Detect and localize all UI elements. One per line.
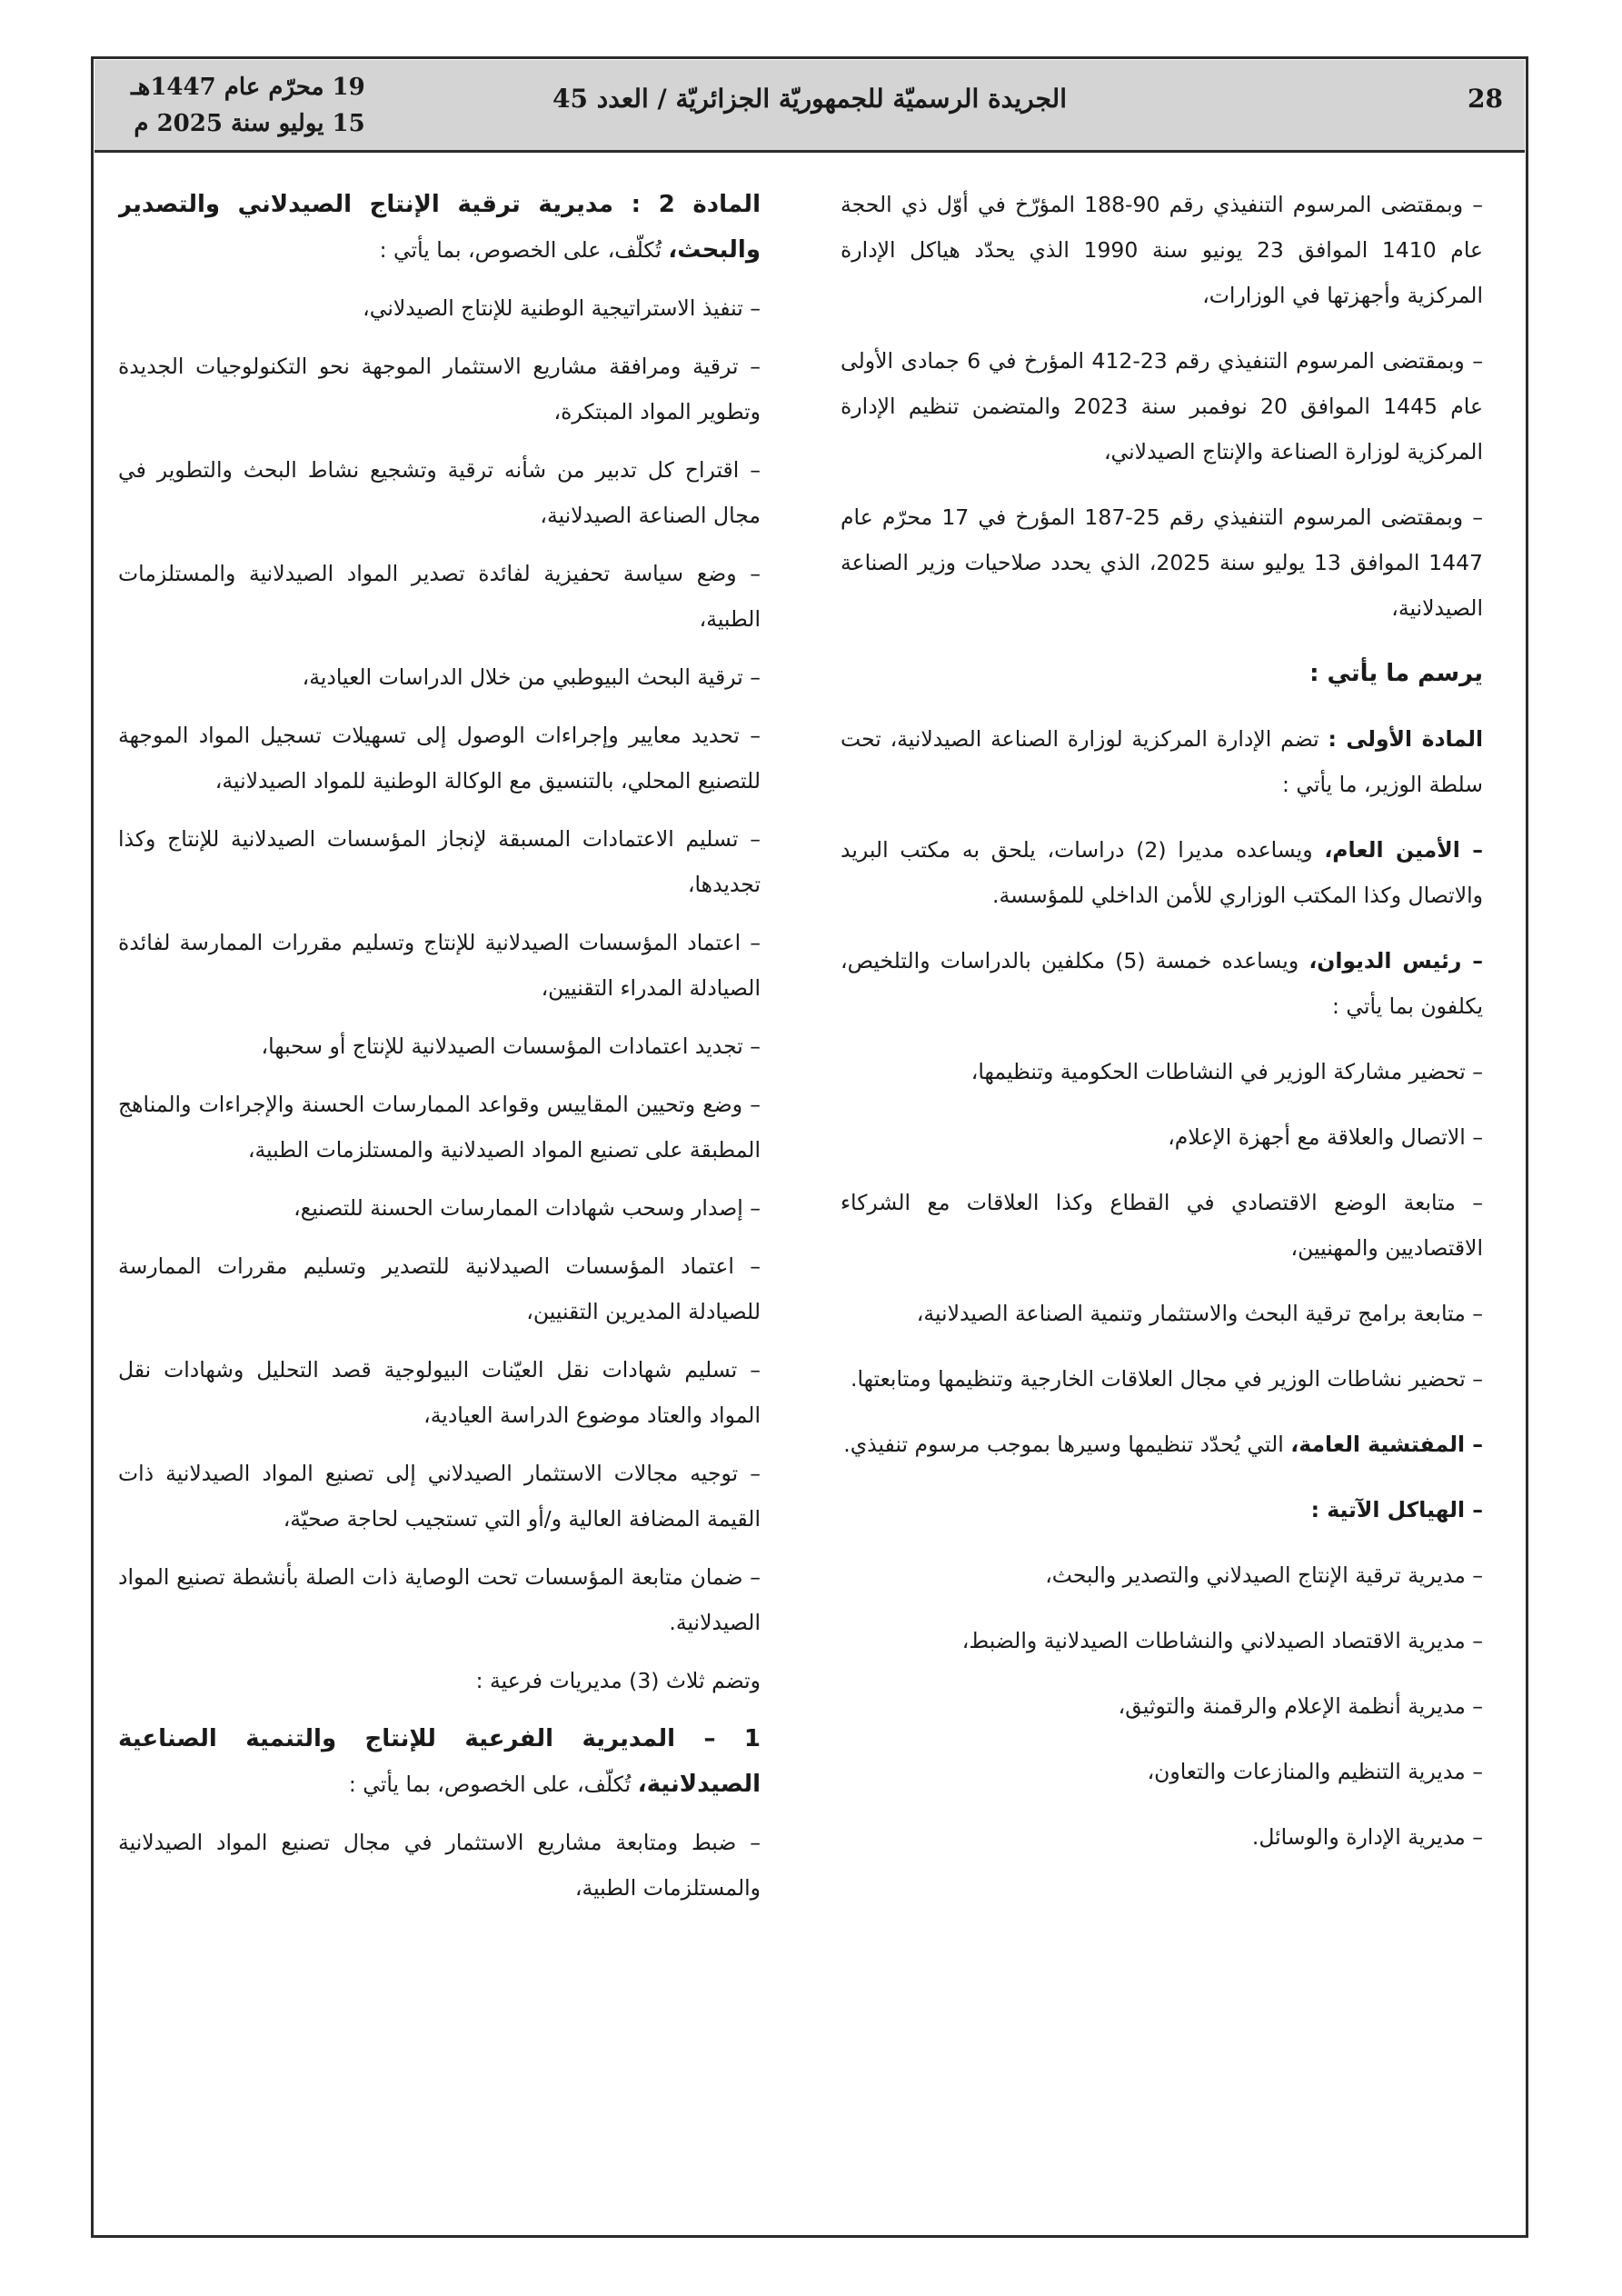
article-1 xyxy=(841,716,1508,807)
list-item: – تجديد اعتمادات المؤسسات الصيدلانية للإنتاج أو سحبها، xyxy=(261,1033,761,1059)
list-item: – وضع سياسة تحفيزية لفائدة تصدير المواد الصيدلانية والمستلزمات الطبية، xyxy=(118,561,761,632)
date-gregorian: 15 يوليو سنة 2025 م xyxy=(134,110,365,137)
subdirectorates-intro: وتضم ثلاث (3) مديريات فرعية : xyxy=(475,1668,761,1693)
article-label: المادة الأولى : xyxy=(1328,726,1483,752)
subdirectorate-1 xyxy=(118,1716,786,1807)
date-hijri: 19 محرّم عام 1447هـ xyxy=(131,74,365,101)
decree-heading: يرسم ما يأتي : xyxy=(1309,660,1483,687)
item-text: ويساعده خمسة (5) مكلفين بالدراسات والتلخيص، يكلفون بما يأتي : xyxy=(841,948,1483,1019)
paragraph: – وبمقتضى المرسوم التنفيذي رقم 25-187 المؤرخ في 17 محرّم عام 1447 الموافق 13 يوليو سنة 2025، الذي يحدد صلاحيات وزير الصناعة الصيدلانية، xyxy=(841,504,1484,621)
chief-of-cabinet xyxy=(841,938,1508,1029)
article-text: تُكلّف، على الخصوص، بما يأتي : xyxy=(379,237,669,263)
item-label: – رئيس الديوان، xyxy=(1309,948,1484,973)
article-2 xyxy=(118,182,786,273)
article-label: المادة 2 : مديرية ترقية الإنتاج الصيدلاني والتصدير والبحث، xyxy=(118,191,761,264)
list-item: – مديرية ترقية الإنتاج الصيدلاني والتصدير والبحث، xyxy=(1045,1562,1483,1588)
list-item: – ترقية ومرافقة مشاريع الاستثمار الموجهة نحو التكنولوجيات الجديدة وتطوير المواد المبتكرة، xyxy=(118,354,761,424)
list-item: – الاتصال والعلاقة مع أجهزة الإعلام، xyxy=(1168,1124,1483,1150)
list-item: – اقتراح كل تدبير من شأنه ترقية وتشجيع نشاط البحث والتطوير في مجال الصناعة الصيدلانية، xyxy=(118,457,761,528)
list-item: – متابعة الوضع الاقتصادي في القطاع وكذا العلاقات مع الشركاء الاقتصاديين والمهنيين، xyxy=(841,1190,1483,1261)
general-inspectorate xyxy=(841,1422,1508,1467)
structures-heading: – الهياكل الآتية : xyxy=(1310,1497,1483,1522)
secretary-general xyxy=(841,827,1508,918)
list-item: – تنفيذ الاستراتيجية الوطنية للإنتاج الصيدلاني، xyxy=(363,295,761,321)
list-item: – تحضير نشاطات الوزير في مجال العلاقات الخارجية وتنظيمها ومتابعتها. xyxy=(851,1366,1483,1392)
item-label: – الأمين العام، xyxy=(1324,837,1483,863)
gazette-title: الجريدة الرسميّة للجمهوريّة الجزائريّة / العدد 45 xyxy=(552,84,1067,114)
list-item: – متابعة برامج ترقية البحث والاستثمار وتنمية الصناعة الصيدلانية، xyxy=(916,1301,1483,1326)
paragraph: – وبمقتضى المرسوم التنفيذي رقم 23-412 المؤرخ في 6 جمادى الأولى عام 1445 الموافق 20 نوفمبر سنة 2023 والمتضمن تنظيم الإدارة المركزية لوزارة الصناعة والإنتاج الصيدلاني، xyxy=(841,348,1483,464)
list-item: – ترقية البحث البيوطبي من خلال الدراسات العيادية، xyxy=(302,664,761,690)
item-label: – المفتشية العامة، xyxy=(1290,1432,1483,1457)
page-header xyxy=(95,60,1525,153)
issue-date xyxy=(131,69,365,142)
item-text: ويساعده مديرا (2) دراسات، يلحق به مكتب البريد والاتصال وكذا المكتب الوزاري للأمن الداخلي للمؤسسة. xyxy=(841,837,1483,908)
article-text: تضم الإدارة المركزية لوزارة الصناعة الصيدلانية، تحت سلطة الوزير، ما يأتي : xyxy=(841,726,1483,797)
list-item: – مديرية الاقتصاد الصيدلاني والنشاطات الصيدلانية والضبط، xyxy=(961,1628,1483,1653)
left-column xyxy=(118,182,786,2209)
list-item: – إصدار وسحب شهادات الممارسات الحسنة للتصنيع، xyxy=(294,1195,761,1221)
list-item: – اعتماد المؤسسات الصيدلانية للإنتاج وتسليم مقررات الممارسة لفائدة الصيادلة المدراء التقنيين، xyxy=(118,930,761,1001)
list-item: – وضع وتحيين المقاييس وقواعد الممارسات الحسنة والإجراءات والمناهج المطبقة على تصنيع المواد الصيدلانية والمستلزمات الطبية، xyxy=(118,1092,761,1163)
right-column xyxy=(841,182,1508,2209)
item-label: 1 – المديرية الفرعية للإنتاج والتنمية الصناعية الصيدلانية، xyxy=(118,1725,761,1798)
paragraph: – وبمقتضى المرسوم التنفيذي رقم 90-188 المؤرّخ في أوّل ذي الحجة عام 1410 الموافق 23 يونيو سنة 1990 الذي يحدّد هياكل الإدارة المركزية وأجهزتها في الوزارات، xyxy=(841,192,1484,308)
item-text: تُكلّف، على الخصوص، بما يأتي : xyxy=(348,1772,638,1797)
list-item: – توجيه مجالات الاستثمار الصيدلاني إلى تصنيع المواد الصيدلانية ذات القيمة المضافة العالية و/أو التي تستجيب لحاجة صحيّة، xyxy=(118,1461,761,1532)
list-item: – مديرية أنظمة الإعلام والرقمنة والتوثيق، xyxy=(1118,1693,1483,1719)
list-item: – تحديد معايير وإجراءات الوصول إلى تسهيلات تسجيل المواد الموجهة للتصنيع المحلي، بالتنسيق مع الوكالة الوطنية للمواد الصيدلانية، xyxy=(118,723,761,794)
page-number: 28 xyxy=(1468,84,1503,114)
list-item: – تحضير مشاركة الوزير في النشاطات الحكومية وتنظيمها، xyxy=(970,1059,1483,1084)
list-item: – تسليم الاعتمادات المسبقة لإنجاز المؤسسات الصيدلانية للإنتاج وكذا تجديدها، xyxy=(118,826,761,897)
list-item: – ضمان متابعة المؤسسات تحت الوصاية ذات الصلة بأنشطة تصنيع المواد الصيدلانية. xyxy=(118,1564,761,1635)
list-item: – مديرية الإدارة والوسائل. xyxy=(1251,1824,1483,1850)
list-item: – اعتماد المؤسسات الصيدلانية للتصدير وتسليم مقررات الممارسة للصيادلة المديرين التقنيين، xyxy=(118,1253,761,1324)
list-item: – تسليم شهادات نقل العيّنات البيولوجية قصد التحليل وشهادات نقل المواد والعتاد موضوع الدراسة العيادية، xyxy=(118,1357,761,1428)
list-item: – مديرية التنظيم والمنازعات والتعاون، xyxy=(1147,1759,1483,1784)
list-item: – ضبط ومتابعة مشاريع الاستثمار في مجال تصنيع المواد الصيدلانية والمستلزمات الطبية، xyxy=(118,1830,761,1901)
item-text: التي يُحدّد تنظيمها وسيرها بموجب مرسوم تنفيذي. xyxy=(843,1432,1291,1457)
